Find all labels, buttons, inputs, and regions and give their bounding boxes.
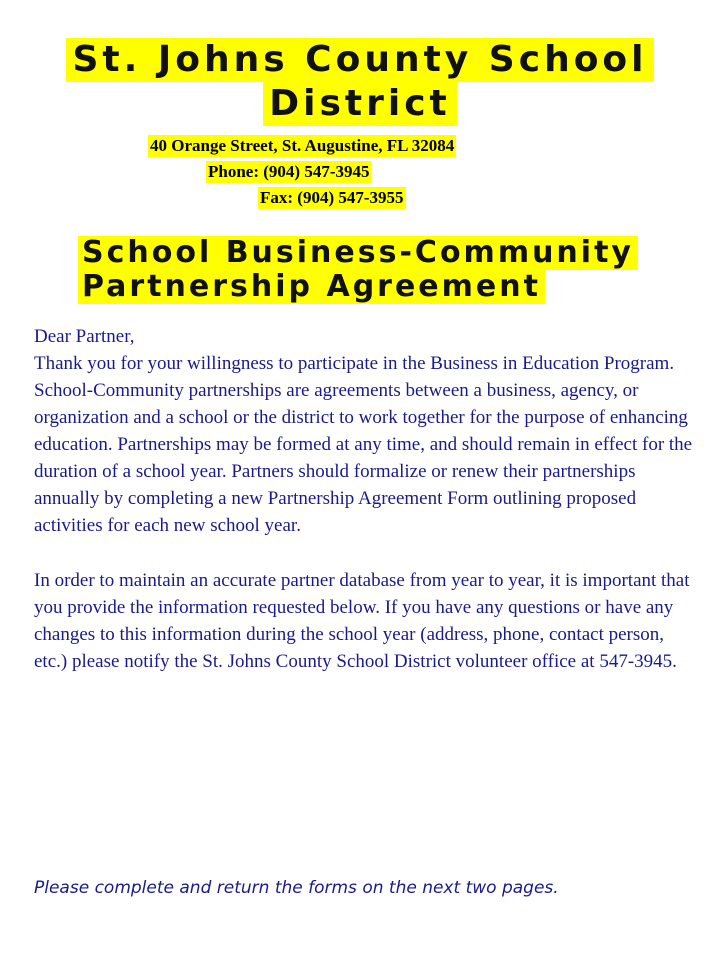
salutation: Dear Partner, (34, 326, 135, 347)
fax-line: Fax: (904) 547-3955 (260, 188, 404, 207)
title-line-1: St. Johns County School (66, 38, 653, 82)
paragraph-1: Thank you for your willingness to participate in the Business in Education Program. School-Community partnerships are agreements between a business, agency, or organization and a school or the district to work together for the purpose of enhancing education. Partnerships may be formed at any time, and should remain in effect for the duration of a school year. Partners should formalize or renew their partnerships annually by completing a new Partnership Agreement Form outlining proposed activities for each new school year. (34, 353, 693, 536)
letter-body (34, 323, 696, 675)
address-line: 40 Orange Street, St. Augustine, FL 32084 (150, 136, 455, 155)
district-title (10, 38, 710, 126)
subtitle-line-1: School Business-Community (78, 236, 638, 270)
title-line-2: District (263, 82, 457, 126)
footer-note: Please complete and return the forms on the next two pages. (34, 878, 559, 898)
paragraph-2: In order to maintain an accurate partner database from year to year, it is important that you provide the information requested below. If you have any questions or have any changes to this information during the school year (address, phone, contact person, etc.) please notify the St. Johns County School District volunteer office at 547-3945. (34, 570, 690, 672)
agreement-subtitle (78, 236, 678, 304)
subtitle-line-2: Partnership Agreement (78, 270, 545, 304)
phone-line: Phone: (904) 547-3945 (208, 162, 370, 181)
